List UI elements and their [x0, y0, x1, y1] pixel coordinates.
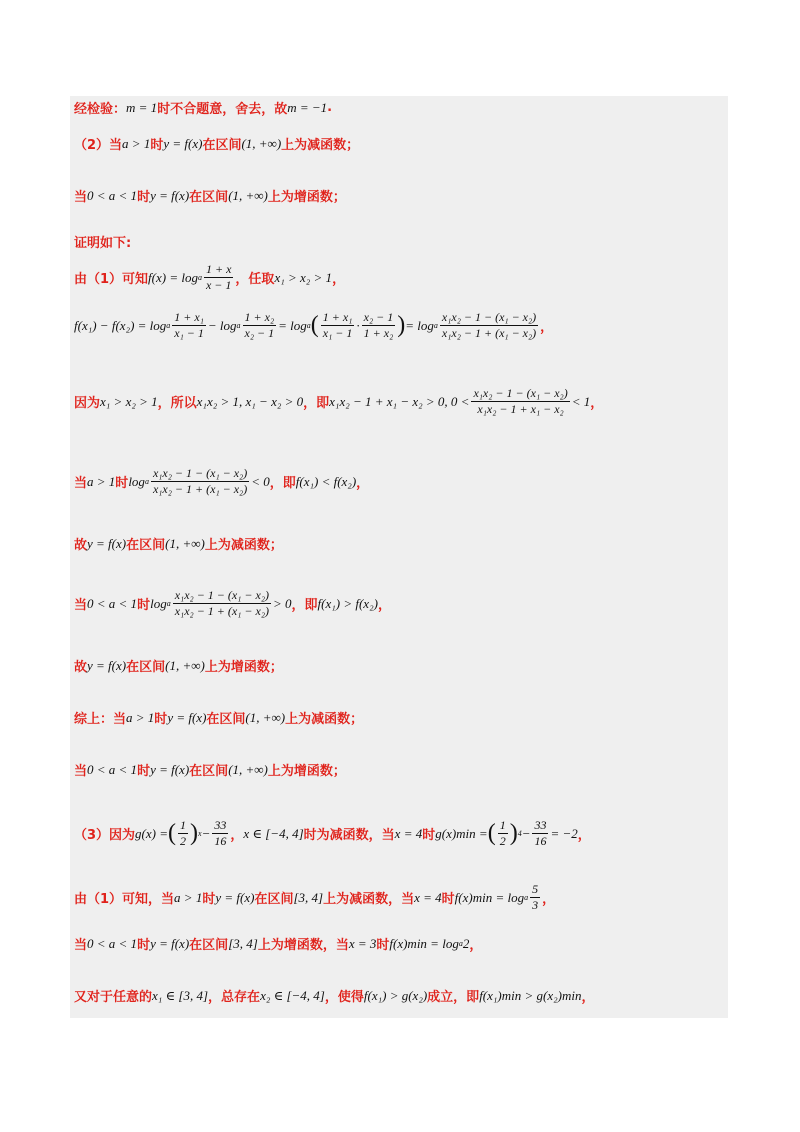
math-cond: x₁x₂ > 1, x₁ − x₂ > 0 — [196, 393, 304, 409]
math-g-def: g(x) = — [135, 825, 168, 841]
math-interval: (1, +∞) — [228, 761, 268, 777]
text-increasing: 上为增函数； — [267, 190, 346, 205]
text-comma: ， — [230, 828, 244, 843]
math-y-fx: y = f(x) — [215, 889, 255, 905]
line-proof-heading — [74, 232, 131, 251]
line-part3-f-increasing: 当 0 < a < 1 时 y = f(x) 在区间 [3, 4] 上为增函数，当 x = 3 时 f(x)min = log a 2 ， — [74, 935, 483, 953]
text-for-any: 又对于任意的 — [74, 990, 153, 1005]
text-shi: 时 — [202, 892, 216, 907]
frac-5: $\frac{\text{x₁x₂ − 1 − (x₁ − x₂)}}{\text{x₁x₂ − 1 + (x₁ − x₂)}}$ — [441, 310, 537, 340]
math-x1-in: x₁ ∈ [3, 4] — [152, 987, 209, 1003]
text-dang: 当 — [74, 938, 88, 953]
text-exists: ，总存在 — [208, 990, 261, 1005]
math-a-range: 0 < a < 1 — [87, 187, 138, 203]
line-f-definition: 由（1）可知 f(x) = log a $\frac{1 + x}{x - 1}$ ，任取 x₁ > x₂ > 1 ， — [74, 262, 346, 292]
text-interval: 在区间 — [126, 538, 166, 553]
math-fmin-gt-gmin: f(x₁)min > g(x₂)min — [479, 987, 582, 1003]
math-y-fx: y = f(x) — [150, 187, 190, 203]
math-f-gt: f(x₁) > f(x₂) — [317, 595, 378, 611]
math-y-fx: y = f(x) — [87, 657, 127, 673]
math-lt-0: < 0 — [251, 473, 270, 489]
text-increasing-when: 上为增函数，当 — [257, 938, 349, 953]
frac-2: $\frac{\text{1 + x₂}}{\text{x₂ − 1}}$ — [244, 310, 275, 340]
text-interval: 在区间 — [126, 660, 166, 675]
math-y-fx: y = f(x) — [150, 935, 190, 951]
text-decreasing: 上为减函数； — [285, 712, 364, 727]
text-interval: 在区间 — [189, 764, 229, 779]
math-x-eq-4: x = 4 — [414, 889, 442, 905]
text-from-1: 由（1）可知 — [74, 272, 149, 287]
text-gu: 故 — [74, 660, 88, 675]
math-y-fx: y = f(x) — [150, 761, 190, 777]
line-because — [74, 386, 603, 417]
text-dang: 当 — [74, 598, 88, 613]
frac-f-def: $\frac{1 + x}{x - 1}$ — [205, 262, 232, 292]
math-interval-3-4: [3, 4] — [293, 889, 324, 905]
text-comma: ， — [332, 272, 346, 287]
math-minus-log: − log — [207, 317, 237, 333]
frac-half: $\frac{1}{2}$ — [180, 818, 186, 848]
text-decreasing-when: 时为减函数，当 — [303, 828, 395, 843]
text-shi: 时 — [154, 712, 168, 727]
math-f-min-2: f(x)min = log — [389, 935, 459, 951]
math-interval: (1, +∞) — [165, 657, 205, 673]
math-x1-x2: x₁ > x₂ > 1 — [274, 269, 333, 285]
line-case-a-gt-1: 当 a > 1 时 log a $\frac{\text{x₁x₂ − 1 − (x₁ − x₂)}}{\text{x₁x₂ − 1 + (x₁ − x₂)}}$ < 0 ，即 f(x₁) < f(x₂) ， — [74, 466, 370, 496]
text-part2: （2）当 — [74, 138, 123, 153]
text-comma: ， — [581, 990, 595, 1005]
line-check: 经检验： m = 1 时不合题意，舍去，故 m = −1 . — [74, 99, 333, 117]
math-f-min: f(x)min = log — [454, 889, 525, 905]
text-dang: 当 — [74, 190, 88, 205]
math-a-gt-1: a > 1 — [126, 709, 155, 725]
text-proof: 证明如下: — [74, 236, 132, 251]
line-conclusion-decreasing — [74, 534, 283, 553]
math-m-eq-1: m = 1 — [126, 99, 158, 115]
text-comma: ， — [377, 598, 391, 613]
text-shi: 时 — [422, 828, 436, 843]
text-comma: ， — [540, 320, 554, 335]
math-x2-in: x₂ ∈ [−4, 4] — [260, 987, 325, 1003]
math-diff-lhs: f(x₁) − f(x₂) = log — [74, 317, 167, 333]
line-part3-f-decreasing: 由（1）可知，当 a > 1 时 y = f(x) 在区间 [3, 4] 上为减函数，当 x = 4 时 f(x)min = log a $\frac{5}{3}$ ， — [74, 882, 556, 912]
text-summary: 综上：当 — [74, 712, 127, 727]
math-x-in: x ∈ [−4, 4] — [243, 825, 304, 841]
frac-33-16: $\frac{33}{16}$ — [214, 818, 227, 848]
text-comma: ， — [542, 892, 556, 907]
frac-33-16-2: $\frac{33}{16}$ — [534, 818, 547, 848]
math-a-gt-1: a > 1 — [87, 473, 116, 489]
text-so: ，所以 — [157, 396, 197, 411]
math-interval: (1, +∞) — [165, 535, 205, 551]
text-shi: 时 — [376, 938, 390, 953]
frac-8: $\frac{\text{x₁x₂ − 1 − (x₁ − x₂)}}{\text{x₁x₂ − 1 + (x₁ − x₂)}}$ — [174, 588, 269, 618]
line-difference: f(x₁) − f(x₂) = log a $\frac{\text{1 + x₁}}{\text{x₁ − 1}}$ − log a $\frac{\text{1 + x₂}}{\text{x₂ − 1}}$ = log a ( $\frac{\text{1 + x₁}}{\text{x₁ − 1}}$ · $\frac{\text{x₂ − 1}}{\text{1 + x₂}}$ ) = log a $\frac{\text{x₁x₂ − 1 − (x₁ − x₂)}}{\text{x₁x₂ − 1 + (x₁ − x₂)}}$ ， — [74, 310, 554, 340]
math-f-def: f(x) = log — [148, 269, 198, 285]
math-eq-neg2: = −2 — [550, 825, 578, 841]
math-eq-log: = log — [278, 317, 307, 333]
text-shi: 时 — [137, 938, 151, 953]
math-g-min: g(x)min = — [435, 825, 488, 841]
text-gu: 故 — [74, 538, 88, 553]
math-a-gt-1: a > 1 — [122, 135, 151, 151]
math-y-fx: y = f(x) — [167, 709, 207, 725]
text-shi: 时 — [441, 892, 455, 907]
text-interval: 在区间 — [206, 712, 246, 727]
math-a-gt-1: a > 1 — [174, 889, 203, 905]
math-f-lt: f(x₁) < f(x₂) — [295, 473, 357, 489]
math-ineq: x₁x₂ − 1 + x₁ − x₂ > 0, 0 < — [329, 393, 470, 409]
line-summary-decreasing — [74, 708, 363, 727]
frac-3: $\frac{\text{1 + x₁}}{\text{x₁ − 1}}$ — [322, 310, 353, 340]
math-a-range: 0 < a < 1 — [87, 595, 138, 611]
text-comma: ， — [469, 938, 483, 953]
text-decreasing-when: 上为减函数，当 — [323, 892, 415, 907]
math-f-gt-g: f(x₁) > g(x₂) — [363, 987, 428, 1003]
math-interval: (1, +∞) — [228, 187, 268, 203]
line-summary-increasing — [74, 760, 346, 779]
text-ie: ，即 — [291, 598, 318, 613]
math-a-range: 0 < a < 1 — [87, 935, 138, 951]
text-interval: 在区间 — [254, 892, 294, 907]
frac-1: $\frac{\text{1 + x₁}}{\text{x₁ − 1}}$ — [174, 310, 204, 340]
math-gt-0: > 0 — [272, 595, 292, 611]
frac-4: $\frac{\text{x₂ − 1}}{\text{1 + x₂}}$ — [363, 310, 394, 340]
math-log: log — [128, 473, 145, 489]
text-such-that: ，使得 — [324, 990, 364, 1005]
math-x-eq-3: x = 3 — [348, 935, 377, 951]
text-reject: 时不合题意，舍去，故 — [157, 102, 288, 117]
math-interval: (1, +∞) — [241, 135, 282, 151]
frac-5-3: $\frac{5}{3}$ — [532, 882, 539, 912]
text-ie: ，即 — [303, 396, 330, 411]
text-shi: 时 — [150, 138, 164, 153]
line-part2-decreasing — [74, 134, 359, 153]
math-y-fx: y = f(x) — [163, 135, 203, 151]
text-holds: 成立，即 — [427, 990, 480, 1005]
text-interval: 在区间 — [189, 938, 229, 953]
text-shi: 时 — [137, 190, 151, 205]
text-shi: 时 — [115, 476, 129, 491]
text-shi: 时 — [137, 598, 151, 613]
text-part3: （3）因为 — [74, 828, 136, 843]
text-comma: ， — [577, 828, 591, 843]
text-shi: 时 — [137, 764, 151, 779]
math-log: log — [150, 595, 167, 611]
text-ie: ，即 — [269, 476, 296, 491]
math-x-eq-4: x = 4 — [394, 825, 423, 841]
text-decreasing: 上为减函数； — [281, 138, 360, 153]
text-decreasing: 上为减函数； — [204, 538, 283, 553]
text-dang: 当 — [74, 476, 88, 491]
text-increasing: 上为增函数； — [204, 660, 283, 675]
line-part2-increasing — [74, 186, 346, 205]
math-m-eq-neg1: m = −1 — [287, 99, 328, 115]
frac-6: $\frac{\text{x₁x₂ − 1 − (x₁ − x₂)}}{\text{x₁x₂ − 1 + x₁ − x₂}}$ — [473, 386, 568, 416]
math-eq-log: = log — [405, 317, 434, 333]
math-x1-x2: x₁ > x₂ > 1 — [100, 393, 158, 409]
line-conclusion-increasing — [74, 656, 283, 675]
line-part3: （3）因为 g(x) = ( $\frac{1}{2}$ ) x − $\frac{33}{16}$ ， x ∈ [−4, 4] 时为减函数，当 x = 4 时 g(x)min = ( $\frac{1}{2}$ ) 4 − $\frac{33}{16}$ = −2 ， — [74, 818, 591, 848]
text-interval: 在区间 — [202, 138, 242, 153]
frac-half-2: $\frac{1}{2}$ — [499, 818, 506, 848]
text-comma: ， — [590, 396, 604, 411]
math-y-fx: y = f(x) — [87, 535, 127, 551]
text-increasing: 上为增函数； — [267, 764, 346, 779]
math-lt-1: < 1 — [571, 393, 591, 409]
line-for-any — [74, 986, 594, 1005]
text-interval: 在区间 — [189, 190, 229, 205]
math-a-range: 0 < a < 1 — [87, 761, 138, 777]
solution-panel — [70, 96, 728, 1018]
text-because: 因为 — [74, 396, 101, 411]
line-case-a-lt-1: 当 0 < a < 1 时 log a $\frac{\text{x₁x₂ − 1 − (x₁ − x₂)}}{\text{x₁x₂ − 1 + (x₁ − x₂)}}$ > 0 ，即 f(x₁) > f(x₂) ， — [74, 588, 391, 618]
math-interval-3-4: [3, 4] — [228, 935, 258, 951]
math-interval: (1, +∞) — [245, 709, 286, 725]
text-dang: 当 — [74, 764, 88, 779]
text-check-label: 经检验： — [74, 102, 127, 117]
frac-7: $\frac{\text{x₁x₂ − 1 − (x₁ − x₂)}}{\text{x₁x₂ − 1 + (x₁ − x₂)}}$ — [152, 466, 248, 496]
text-take: ，任取 — [235, 272, 275, 287]
text-comma: ， — [356, 476, 370, 491]
text-from-1: 由（1）可知，当 — [74, 892, 175, 907]
